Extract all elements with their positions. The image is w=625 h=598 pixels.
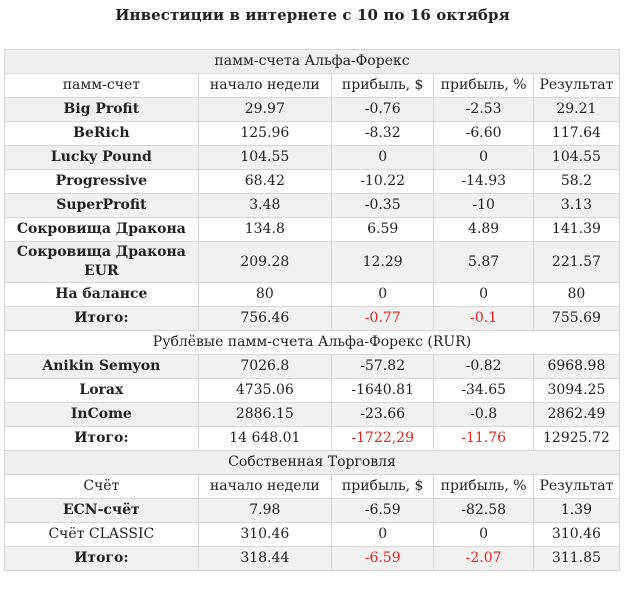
total-row <box>5 547 620 571</box>
col-header-profit-abs: прибыль, $ <box>331 74 433 98</box>
profit-abs: 0 <box>331 523 433 547</box>
profit-abs: 0 <box>331 283 433 307</box>
section-title: Собственная Торговля <box>5 451 620 475</box>
total-start: 318.44 <box>198 547 331 571</box>
account-name: SuperProfit <box>5 194 199 218</box>
start-value: 125.96 <box>198 122 331 146</box>
start-value: 209.28 <box>198 242 331 283</box>
account-name: Сокровища Дракона EUR <box>5 242 199 283</box>
table-row <box>5 403 620 427</box>
total-result: 755.69 <box>533 307 619 331</box>
table-row <box>5 146 620 170</box>
col-header-start: начало недели <box>198 74 331 98</box>
account-name: Счёт CLASSIC <box>5 523 199 547</box>
account-name: Lucky Pound <box>5 146 199 170</box>
table-row <box>5 170 620 194</box>
profit-abs: -10.22 <box>331 170 433 194</box>
table-row <box>5 379 620 403</box>
start-value: 29.97 <box>198 98 331 122</box>
start-value: 7026.8 <box>198 355 331 379</box>
result-value: 104.55 <box>533 146 619 170</box>
total-row <box>5 307 620 331</box>
profit-pct: -10 <box>434 194 533 218</box>
start-value: 3.48 <box>198 194 331 218</box>
profit-pct: -14.93 <box>434 170 533 194</box>
col-header-start: начало недели <box>198 475 331 499</box>
profit-pct: -0.8 <box>434 403 533 427</box>
total-profit-pct: -0.1 <box>434 307 533 331</box>
profit-pct: 5.87 <box>434 242 533 283</box>
result-value: 3094.25 <box>533 379 619 403</box>
investment-report-table <box>4 49 620 571</box>
start-value: 4735.06 <box>198 379 331 403</box>
table-row <box>5 218 620 242</box>
start-value: 68.42 <box>198 170 331 194</box>
total-profit-pct: -11.76 <box>434 427 533 451</box>
profit-pct: -0.82 <box>434 355 533 379</box>
account-name: Big Profit <box>5 98 199 122</box>
result-value: 29.21 <box>533 98 619 122</box>
total-result: 12925.72 <box>533 427 619 451</box>
start-value: 310.46 <box>198 523 331 547</box>
result-value: 1.39 <box>533 499 619 523</box>
profit-pct: -2.53 <box>434 98 533 122</box>
result-value: 2862.49 <box>533 403 619 427</box>
profit-pct: -82.58 <box>434 499 533 523</box>
page-title: Инвестиции в интернете с 10 по 16 октября <box>115 6 510 24</box>
col-header-profit-pct: прибыль, % <box>434 475 533 499</box>
column-header-row <box>5 74 620 98</box>
start-value: 2886.15 <box>198 403 331 427</box>
total-profit-abs: -6.59 <box>331 547 433 571</box>
total-label: Итого: <box>5 547 199 571</box>
start-value: 104.55 <box>198 146 331 170</box>
section-title: памм-счета Альфа-Форекс <box>5 50 620 74</box>
profit-pct: -6.60 <box>434 122 533 146</box>
profit-abs: 12.29 <box>331 242 433 283</box>
profit-abs: 6.59 <box>331 218 433 242</box>
total-row <box>5 427 620 451</box>
total-result: 311.85 <box>533 547 619 571</box>
total-label: Итого: <box>5 307 199 331</box>
profit-abs: -0.35 <box>331 194 433 218</box>
profit-abs: 0 <box>331 146 433 170</box>
section-header-alfa-forex <box>5 50 620 74</box>
col-header-result: Результат <box>533 74 619 98</box>
total-profit-pct: -2.07 <box>434 547 533 571</box>
account-name: Lorax <box>5 379 199 403</box>
profit-pct: 0 <box>434 146 533 170</box>
section-header-rur <box>5 331 620 355</box>
col-header-profit-pct: прибыль, % <box>434 74 533 98</box>
profit-abs: -0.76 <box>331 98 433 122</box>
total-profit-abs: -1722,29 <box>331 427 433 451</box>
account-name: Progressive <box>5 170 199 194</box>
start-value: 134.8 <box>198 218 331 242</box>
section-header-own-trading <box>5 451 620 475</box>
account-name: InCome <box>5 403 199 427</box>
table-row <box>5 355 620 379</box>
table-row <box>5 523 620 547</box>
section-title: Рублёвые памм-счета Альфа-Форекс (RUR) <box>5 331 620 355</box>
col-header-result: Результат <box>533 475 619 499</box>
profit-abs: -23.66 <box>331 403 433 427</box>
start-value: 7.98 <box>198 499 331 523</box>
profit-pct: 0 <box>434 523 533 547</box>
result-value: 80 <box>533 283 619 307</box>
table-row <box>5 499 620 523</box>
table-row <box>5 283 620 307</box>
start-value: 80 <box>198 283 331 307</box>
profit-pct: 0 <box>434 283 533 307</box>
account-name: BeRich <box>5 122 199 146</box>
profit-abs: -6.59 <box>331 499 433 523</box>
total-start: 14 648.01 <box>198 427 331 451</box>
total-label: Итого: <box>5 427 199 451</box>
result-value: 221.57 <box>533 242 619 283</box>
profit-abs: -57.82 <box>331 355 433 379</box>
table-row <box>5 242 620 283</box>
result-value: 6968.98 <box>533 355 619 379</box>
profit-pct: -34.65 <box>434 379 533 403</box>
result-value: 310.46 <box>533 523 619 547</box>
col-header-account: Счёт <box>5 475 199 499</box>
result-value: 58.2 <box>533 170 619 194</box>
table-row <box>5 122 620 146</box>
table-row <box>5 98 620 122</box>
result-value: 141.39 <box>533 218 619 242</box>
total-start: 756.46 <box>198 307 331 331</box>
table-row <box>5 194 620 218</box>
result-value: 3.13 <box>533 194 619 218</box>
col-header-profit-abs: прибыль, $ <box>331 475 433 499</box>
account-name: Сокровища Дракона <box>5 218 199 242</box>
total-profit-abs: -0.77 <box>331 307 433 331</box>
profit-abs: -8.32 <box>331 122 433 146</box>
result-value: 117.64 <box>533 122 619 146</box>
account-name: ECN-счёт <box>5 499 199 523</box>
profit-pct: 4.89 <box>434 218 533 242</box>
col-header-account: памм-счет <box>5 74 199 98</box>
column-header-row <box>5 475 620 499</box>
account-name: На балансе <box>5 283 199 307</box>
profit-abs: -1640.81 <box>331 379 433 403</box>
account-name: Anikin Semyon <box>5 355 199 379</box>
